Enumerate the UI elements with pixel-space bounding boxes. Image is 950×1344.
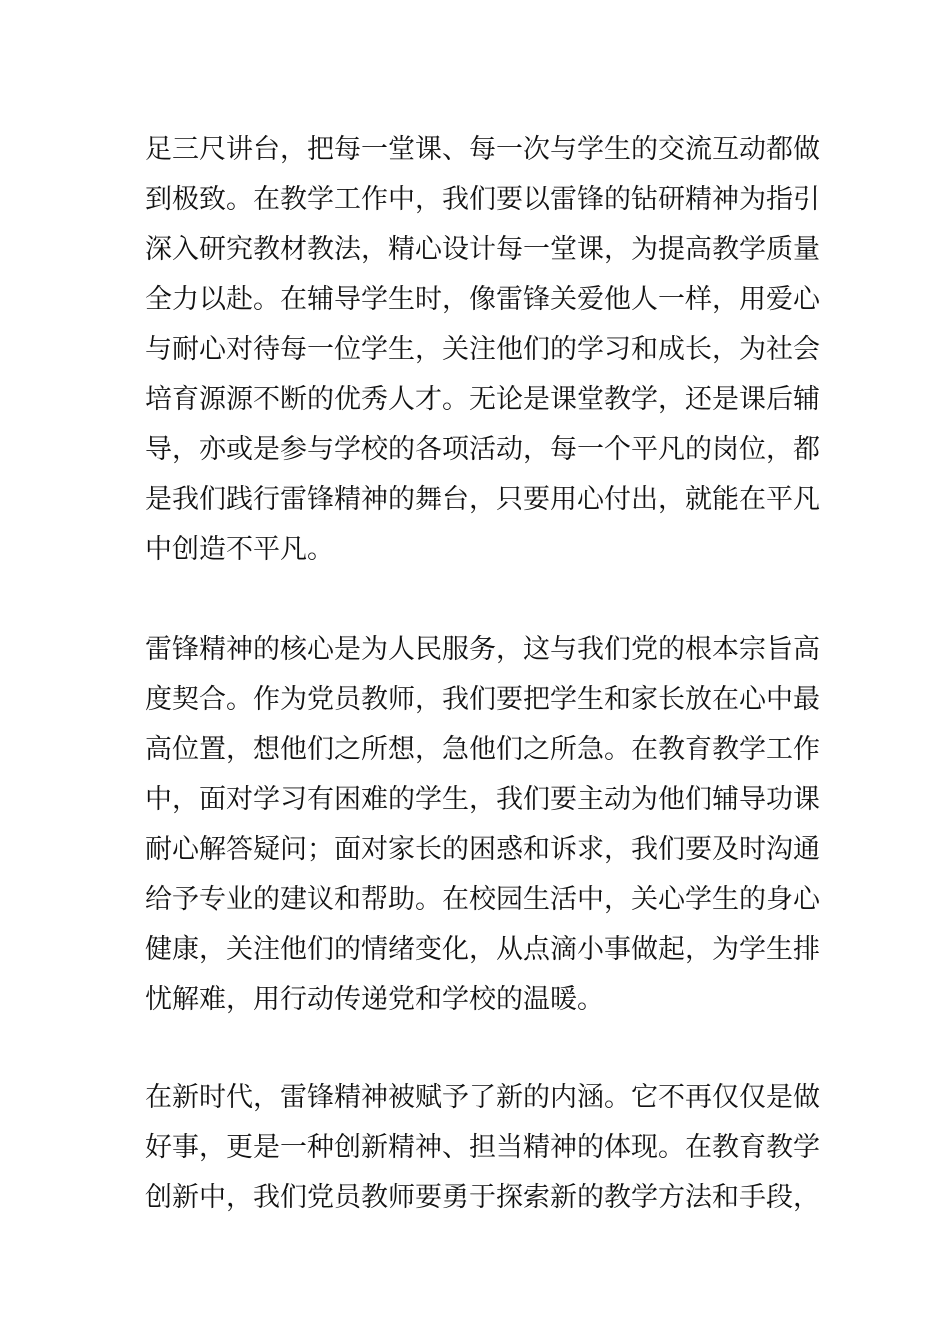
paragraph-3-line-1: 在新时代，雷锋精神被赋予了新的内涵。它不再仅仅是做: [145, 1082, 820, 1113]
paragraph-1-line-6: 培育源源不断的优秀人才。无论是课堂教学，还是课后辅: [145, 384, 820, 415]
paragraph-1-line-9: 中创造不平凡。: [145, 534, 334, 565]
paragraph-2-line-7: 健康，关注他们的情绪变化，从点滴小事做起，为学生排: [145, 934, 820, 965]
paragraph-1-line-5: 与耐心对待每一位学生，关注他们的学习和成长，为社会: [145, 334, 820, 365]
paragraph-2-line-4: 中，面对学习有困难的学生，我们要主动为他们辅导功课: [145, 784, 820, 815]
paragraph-2-line-8: 忧解难，用行动传递党和学校的温暖。: [145, 984, 604, 1015]
paragraph-3-line-2: 好事，更是一种创新精神、担当精神的体现。在教育教学: [145, 1132, 820, 1163]
paragraph-1-line-1: 足三尺讲台，把每一堂课、每一次与学生的交流互动都做: [145, 134, 820, 165]
paragraph-3-line-3: 创新中，我们党员教师要勇于探索新的教学方法和手段，: [145, 1182, 820, 1213]
paragraph-1-line-4: 全力以赴。在辅导学生时，像雷锋关爱他人一样，用爱心: [145, 284, 820, 315]
paragraph-2-line-1: 雷锋精神的核心是为人民服务，这与我们党的根本宗旨高: [145, 634, 820, 665]
paragraph-2-line-3: 高位置，想他们之所想，急他们之所急。在教育教学工作: [145, 734, 820, 765]
paragraph-1-line-3: 深入研究教材教法，精心设计每一堂课，为提高教学质量: [145, 234, 820, 265]
paragraph-2-line-6: 给予专业的建议和帮助。在校园生活中，关心学生的身心: [145, 884, 820, 915]
paragraph-2-line-2: 度契合。作为党员教师，我们要把学生和家长放在心中最: [145, 684, 820, 715]
paragraph-1-line-8: 是我们践行雷锋精神的舞台，只要用心付出，就能在平凡: [145, 484, 820, 515]
paragraph-2-line-5: 耐心解答疑问；面对家长的困惑和诉求，我们要及时沟通: [145, 834, 820, 865]
paragraph-1-line-2: 到极致。在教学工作中，我们要以雷锋的钻研精神为指引: [145, 184, 820, 215]
paragraph-1-line-7: 导，亦或是参与学校的各项活动，每一个平凡的岗位，都: [145, 434, 820, 465]
